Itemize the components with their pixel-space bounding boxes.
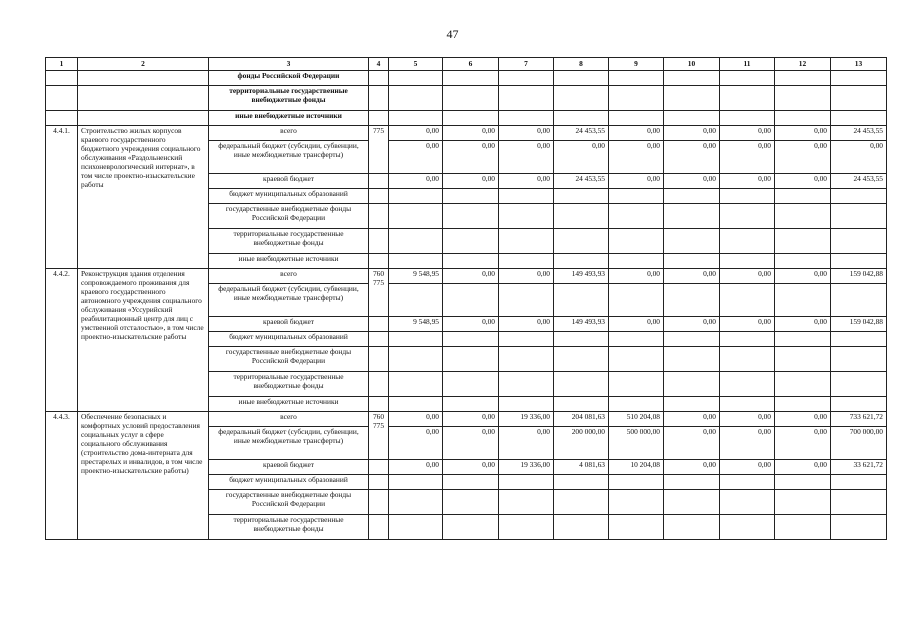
page-number: 47 <box>446 27 459 41</box>
value-cell <box>499 189 554 204</box>
value-cell <box>554 332 609 347</box>
value-cell: 0,00 <box>609 126 664 141</box>
value-cell: 9 548,95 <box>389 317 443 332</box>
value-cell <box>664 372 720 397</box>
value-cell: 0,00 <box>443 141 499 174</box>
item-name: Обеспечение безопасных и комфортных условий предоставления социальных услуг в сфере социального обслуживания (строительство дома-интерната для престарелых и инвалидов, в том числе проектно-изыскательские работы) <box>78 412 209 540</box>
column-header: 3 <box>209 58 369 71</box>
funding-source: бюджет муниципальных образований <box>209 189 369 204</box>
value-cell <box>720 204 775 229</box>
empty-cell <box>369 317 389 332</box>
value-cell <box>499 284 554 317</box>
value-cell: 4 081,63 <box>554 460 609 475</box>
value-cell: 0,00 <box>831 141 887 174</box>
empty-cell <box>369 347 389 372</box>
value-cell <box>775 229 831 254</box>
column-header: 9 <box>609 58 664 71</box>
funding-source: федеральный бюджет (субсидии, субвенции, иные межбюджетные трансферты) <box>209 141 369 174</box>
funding-source: иные внебюджетные источники <box>209 254 369 269</box>
value-cell: 0,00 <box>609 269 664 284</box>
empty-cell <box>609 86 664 111</box>
value-cell <box>554 397 609 412</box>
value-cell: 204 081,63 <box>554 412 609 427</box>
empty-cell <box>775 86 831 111</box>
value-cell: 0,00 <box>389 126 443 141</box>
value-cell: 0,00 <box>499 174 554 189</box>
value-cell <box>664 490 720 515</box>
value-cell <box>389 490 443 515</box>
empty-cell <box>369 515 389 540</box>
value-cell <box>443 204 499 229</box>
value-cell: 0,00 <box>664 427 720 460</box>
value-cell <box>775 397 831 412</box>
funding-source: всего <box>209 412 369 427</box>
empty-cell <box>369 204 389 229</box>
funding-source: всего <box>209 269 369 284</box>
funding-source: иные внебюджетные источники <box>209 397 369 412</box>
value-cell: 0,00 <box>775 141 831 174</box>
value-cell <box>831 347 887 372</box>
empty-cell <box>499 71 554 86</box>
funding-source: бюджет муниципальных образований <box>209 332 369 347</box>
value-cell <box>775 515 831 540</box>
item-code: 775 <box>369 126 389 174</box>
value-cell <box>443 475 499 490</box>
item-id: 4.4.1. <box>46 126 78 269</box>
value-cell: 0,00 <box>775 174 831 189</box>
value-cell: 24 453,55 <box>831 126 887 141</box>
value-cell <box>443 254 499 269</box>
empty-cell <box>369 254 389 269</box>
funding-source: территориальные государственные внебюджетные фонды <box>209 229 369 254</box>
value-cell <box>609 204 664 229</box>
value-cell: 0,00 <box>499 126 554 141</box>
value-cell <box>609 332 664 347</box>
value-cell <box>443 515 499 540</box>
column-header: 2 <box>78 58 209 71</box>
value-cell <box>499 490 554 515</box>
value-cell <box>389 372 443 397</box>
empty-cell <box>389 111 443 126</box>
value-cell: 0,00 <box>389 460 443 475</box>
empty-cell <box>369 332 389 347</box>
value-cell: 0,00 <box>775 427 831 460</box>
value-cell <box>443 397 499 412</box>
value-cell: 0,00 <box>443 460 499 475</box>
value-cell <box>554 284 609 317</box>
item-id: 4.4.3. <box>46 412 78 540</box>
column-header: 6 <box>443 58 499 71</box>
value-cell <box>554 189 609 204</box>
value-cell: 510 204,08 <box>609 412 664 427</box>
value-cell: 10 204,08 <box>609 460 664 475</box>
funding-source: государственные внебюджетные фонды Российской Федерации <box>209 204 369 229</box>
empty-cell <box>369 460 389 475</box>
value-cell <box>499 515 554 540</box>
empty-cell <box>664 111 720 126</box>
value-cell <box>720 490 775 515</box>
value-cell <box>443 490 499 515</box>
empty-cell <box>78 86 209 111</box>
value-cell: 0,00 <box>775 269 831 284</box>
value-cell <box>831 229 887 254</box>
table-row <box>46 126 887 141</box>
value-cell <box>775 284 831 317</box>
value-cell <box>609 254 664 269</box>
value-cell <box>720 332 775 347</box>
value-cell <box>389 515 443 540</box>
empty-cell <box>831 86 887 111</box>
funding-source: федеральный бюджет (субсидии, субвенции, иные межбюджетные трансферты) <box>209 284 369 317</box>
funding-source: территориальные государственные внебюджетные фонды <box>209 86 369 111</box>
empty-cell <box>369 372 389 397</box>
value-cell <box>775 347 831 372</box>
value-cell <box>664 515 720 540</box>
item-code: 760 775 <box>369 412 389 460</box>
empty-cell <box>443 111 499 126</box>
empty-cell <box>831 71 887 86</box>
value-cell: 24 453,55 <box>554 174 609 189</box>
value-cell <box>831 284 887 317</box>
value-cell: 0,00 <box>775 412 831 427</box>
value-cell: 0,00 <box>720 269 775 284</box>
value-cell <box>720 347 775 372</box>
table-row <box>46 111 887 126</box>
empty-cell <box>389 86 443 111</box>
value-cell: 0,00 <box>554 141 609 174</box>
value-cell: 0,00 <box>720 317 775 332</box>
funding-source: территориальные государственные внебюджетные фонды <box>209 515 369 540</box>
value-cell: 159 042,88 <box>831 317 887 332</box>
empty-cell <box>369 111 389 126</box>
value-cell: 19 336,00 <box>499 412 554 427</box>
value-cell <box>499 254 554 269</box>
value-cell: 0,00 <box>720 412 775 427</box>
value-cell <box>443 372 499 397</box>
header-row <box>46 58 887 71</box>
value-cell <box>389 397 443 412</box>
column-header: 8 <box>554 58 609 71</box>
value-cell <box>775 189 831 204</box>
value-cell: 0,00 <box>443 126 499 141</box>
value-cell: 0,00 <box>443 317 499 332</box>
value-cell <box>609 372 664 397</box>
item-id: 4.4.2. <box>46 269 78 412</box>
funding-source: краевой бюджет <box>209 460 369 475</box>
empty-cell <box>664 86 720 111</box>
value-cell: 0,00 <box>664 317 720 332</box>
value-cell <box>664 254 720 269</box>
value-cell <box>499 204 554 229</box>
value-cell <box>664 332 720 347</box>
value-cell <box>554 515 609 540</box>
empty-cell <box>46 111 78 126</box>
value-cell: 149 493,93 <box>554 317 609 332</box>
value-cell <box>554 475 609 490</box>
value-cell <box>775 490 831 515</box>
empty-cell <box>554 71 609 86</box>
empty-cell <box>369 189 389 204</box>
empty-cell <box>720 111 775 126</box>
value-cell <box>609 490 664 515</box>
empty-cell <box>369 71 389 86</box>
value-cell <box>831 189 887 204</box>
table-row <box>46 412 887 427</box>
value-cell <box>720 515 775 540</box>
value-cell <box>443 332 499 347</box>
value-cell: 0,00 <box>609 174 664 189</box>
funding-source: всего <box>209 126 369 141</box>
value-cell: 0,00 <box>389 174 443 189</box>
value-cell <box>609 284 664 317</box>
empty-cell <box>499 86 554 111</box>
value-cell <box>664 229 720 254</box>
value-cell <box>389 284 443 317</box>
value-cell <box>664 475 720 490</box>
value-cell: 33 621,72 <box>831 460 887 475</box>
empty-cell <box>78 111 209 126</box>
funding-source: краевой бюджет <box>209 317 369 332</box>
value-cell: 0,00 <box>499 141 554 174</box>
column-header: 4 <box>369 58 389 71</box>
value-cell <box>775 475 831 490</box>
funding-source: государственные внебюджетные фонды Российской Федерации <box>209 347 369 372</box>
funding-source: территориальные государственные внебюджетные фонды <box>209 372 369 397</box>
value-cell <box>720 397 775 412</box>
value-cell: 0,00 <box>389 412 443 427</box>
column-header: 10 <box>664 58 720 71</box>
funding-source: бюджет муниципальных образований <box>209 475 369 490</box>
value-cell <box>499 397 554 412</box>
value-cell <box>443 284 499 317</box>
empty-cell <box>369 229 389 254</box>
value-cell: 0,00 <box>664 126 720 141</box>
value-cell: 24 453,55 <box>831 174 887 189</box>
empty-cell <box>775 71 831 86</box>
value-cell: 0,00 <box>720 427 775 460</box>
empty-cell <box>369 490 389 515</box>
value-cell <box>664 189 720 204</box>
column-header: 7 <box>499 58 554 71</box>
empty-cell <box>609 111 664 126</box>
value-cell: 0,00 <box>664 141 720 174</box>
value-cell: 0,00 <box>664 460 720 475</box>
value-cell <box>554 490 609 515</box>
empty-cell <box>46 86 78 111</box>
value-cell <box>389 204 443 229</box>
value-cell: 0,00 <box>720 141 775 174</box>
empty-cell <box>46 71 78 86</box>
value-cell <box>499 347 554 372</box>
value-cell <box>443 347 499 372</box>
value-cell <box>609 347 664 372</box>
empty-cell <box>443 71 499 86</box>
value-cell: 0,00 <box>499 427 554 460</box>
value-cell: 0,00 <box>720 460 775 475</box>
value-cell: 0,00 <box>389 427 443 460</box>
value-cell <box>499 229 554 254</box>
value-cell <box>775 332 831 347</box>
value-cell: 700 000,00 <box>831 427 887 460</box>
value-cell: 0,00 <box>443 427 499 460</box>
value-cell <box>554 254 609 269</box>
empty-cell <box>389 71 443 86</box>
value-cell: 0,00 <box>664 269 720 284</box>
value-cell <box>554 204 609 229</box>
value-cell <box>720 254 775 269</box>
value-cell: 0,00 <box>443 174 499 189</box>
value-cell <box>664 284 720 317</box>
empty-cell <box>775 111 831 126</box>
item-name: Реконструкция здания отделения сопровождаемого проживания для краевого государственного автономного учреждения социального обслуживания «Уссурийский реабилитационный центр для лиц с умственной отсталостью», в том числе проектно-изыскательские работы <box>78 269 209 412</box>
empty-cell <box>369 86 389 111</box>
value-cell: 149 493,93 <box>554 269 609 284</box>
value-cell: 0,00 <box>389 141 443 174</box>
column-header: 13 <box>831 58 887 71</box>
value-cell <box>831 204 887 229</box>
value-cell: 0,00 <box>609 141 664 174</box>
value-cell: 200 000,00 <box>554 427 609 460</box>
value-cell: 0,00 <box>775 317 831 332</box>
budget-table <box>45 57 887 540</box>
funding-source: краевой бюджет <box>209 174 369 189</box>
value-cell: 0,00 <box>609 317 664 332</box>
value-cell <box>499 372 554 397</box>
value-cell: 500 000,00 <box>609 427 664 460</box>
value-cell <box>831 332 887 347</box>
value-cell <box>831 475 887 490</box>
value-cell <box>609 189 664 204</box>
funding-source: фонды Российской Федерации <box>209 71 369 86</box>
value-cell <box>720 372 775 397</box>
value-cell <box>831 372 887 397</box>
value-cell: 159 042,88 <box>831 269 887 284</box>
value-cell <box>389 254 443 269</box>
column-header: 11 <box>720 58 775 71</box>
value-cell <box>609 397 664 412</box>
value-cell <box>389 189 443 204</box>
column-header: 1 <box>46 58 78 71</box>
empty-cell <box>78 71 209 86</box>
value-cell <box>389 229 443 254</box>
empty-cell <box>369 397 389 412</box>
value-cell <box>554 372 609 397</box>
value-cell: 9 548,95 <box>389 269 443 284</box>
empty-cell <box>554 111 609 126</box>
value-cell: 0,00 <box>664 412 720 427</box>
empty-cell <box>831 111 887 126</box>
value-cell: 0,00 <box>443 412 499 427</box>
value-cell <box>664 347 720 372</box>
value-cell <box>720 229 775 254</box>
item-code: 760 775 <box>369 269 389 317</box>
value-cell: 0,00 <box>775 460 831 475</box>
value-cell <box>664 204 720 229</box>
value-cell <box>664 397 720 412</box>
value-cell <box>775 254 831 269</box>
funding-source: государственные внебюджетные фонды Российской Федерации <box>209 490 369 515</box>
empty-cell <box>720 86 775 111</box>
value-cell <box>831 490 887 515</box>
empty-cell <box>369 475 389 490</box>
funding-source: иные внебюджетные источники <box>209 111 369 126</box>
value-cell <box>499 332 554 347</box>
value-cell <box>775 372 831 397</box>
value-cell: 733 621,72 <box>831 412 887 427</box>
value-cell: 19 336,00 <box>499 460 554 475</box>
funding-source: федеральный бюджет (субсидии, субвенции, иные межбюджетные трансферты) <box>209 427 369 460</box>
item-name: Строительство жилых корпусов краевого государственного бюджетного учреждения социального обслуживания «Раздольненский психоневрологический интернат», в том числе проектно-изыскательские работы <box>78 126 209 269</box>
value-cell <box>720 189 775 204</box>
empty-cell <box>664 71 720 86</box>
value-cell: 0,00 <box>664 174 720 189</box>
value-cell: 0,00 <box>775 126 831 141</box>
value-cell <box>609 475 664 490</box>
value-cell: 0,00 <box>499 269 554 284</box>
value-cell <box>389 347 443 372</box>
value-cell <box>831 254 887 269</box>
value-cell <box>831 515 887 540</box>
value-cell <box>389 332 443 347</box>
table-row <box>46 269 887 284</box>
empty-cell <box>443 86 499 111</box>
value-cell: 24 453,55 <box>554 126 609 141</box>
empty-cell <box>499 111 554 126</box>
empty-cell <box>720 71 775 86</box>
value-cell: 0,00 <box>443 269 499 284</box>
value-cell <box>389 475 443 490</box>
table-row <box>46 86 887 111</box>
value-cell: 0,00 <box>720 126 775 141</box>
value-cell <box>720 284 775 317</box>
empty-cell <box>554 86 609 111</box>
value-cell <box>609 229 664 254</box>
empty-cell <box>369 174 389 189</box>
column-header: 12 <box>775 58 831 71</box>
value-cell <box>554 229 609 254</box>
value-cell: 0,00 <box>499 317 554 332</box>
value-cell <box>443 229 499 254</box>
column-header: 5 <box>389 58 443 71</box>
value-cell <box>720 475 775 490</box>
value-cell: 0,00 <box>720 174 775 189</box>
value-cell <box>554 347 609 372</box>
value-cell <box>831 397 887 412</box>
value-cell <box>499 475 554 490</box>
value-cell <box>443 189 499 204</box>
value-cell <box>609 515 664 540</box>
table-row <box>46 71 887 86</box>
value-cell <box>775 204 831 229</box>
empty-cell <box>609 71 664 86</box>
